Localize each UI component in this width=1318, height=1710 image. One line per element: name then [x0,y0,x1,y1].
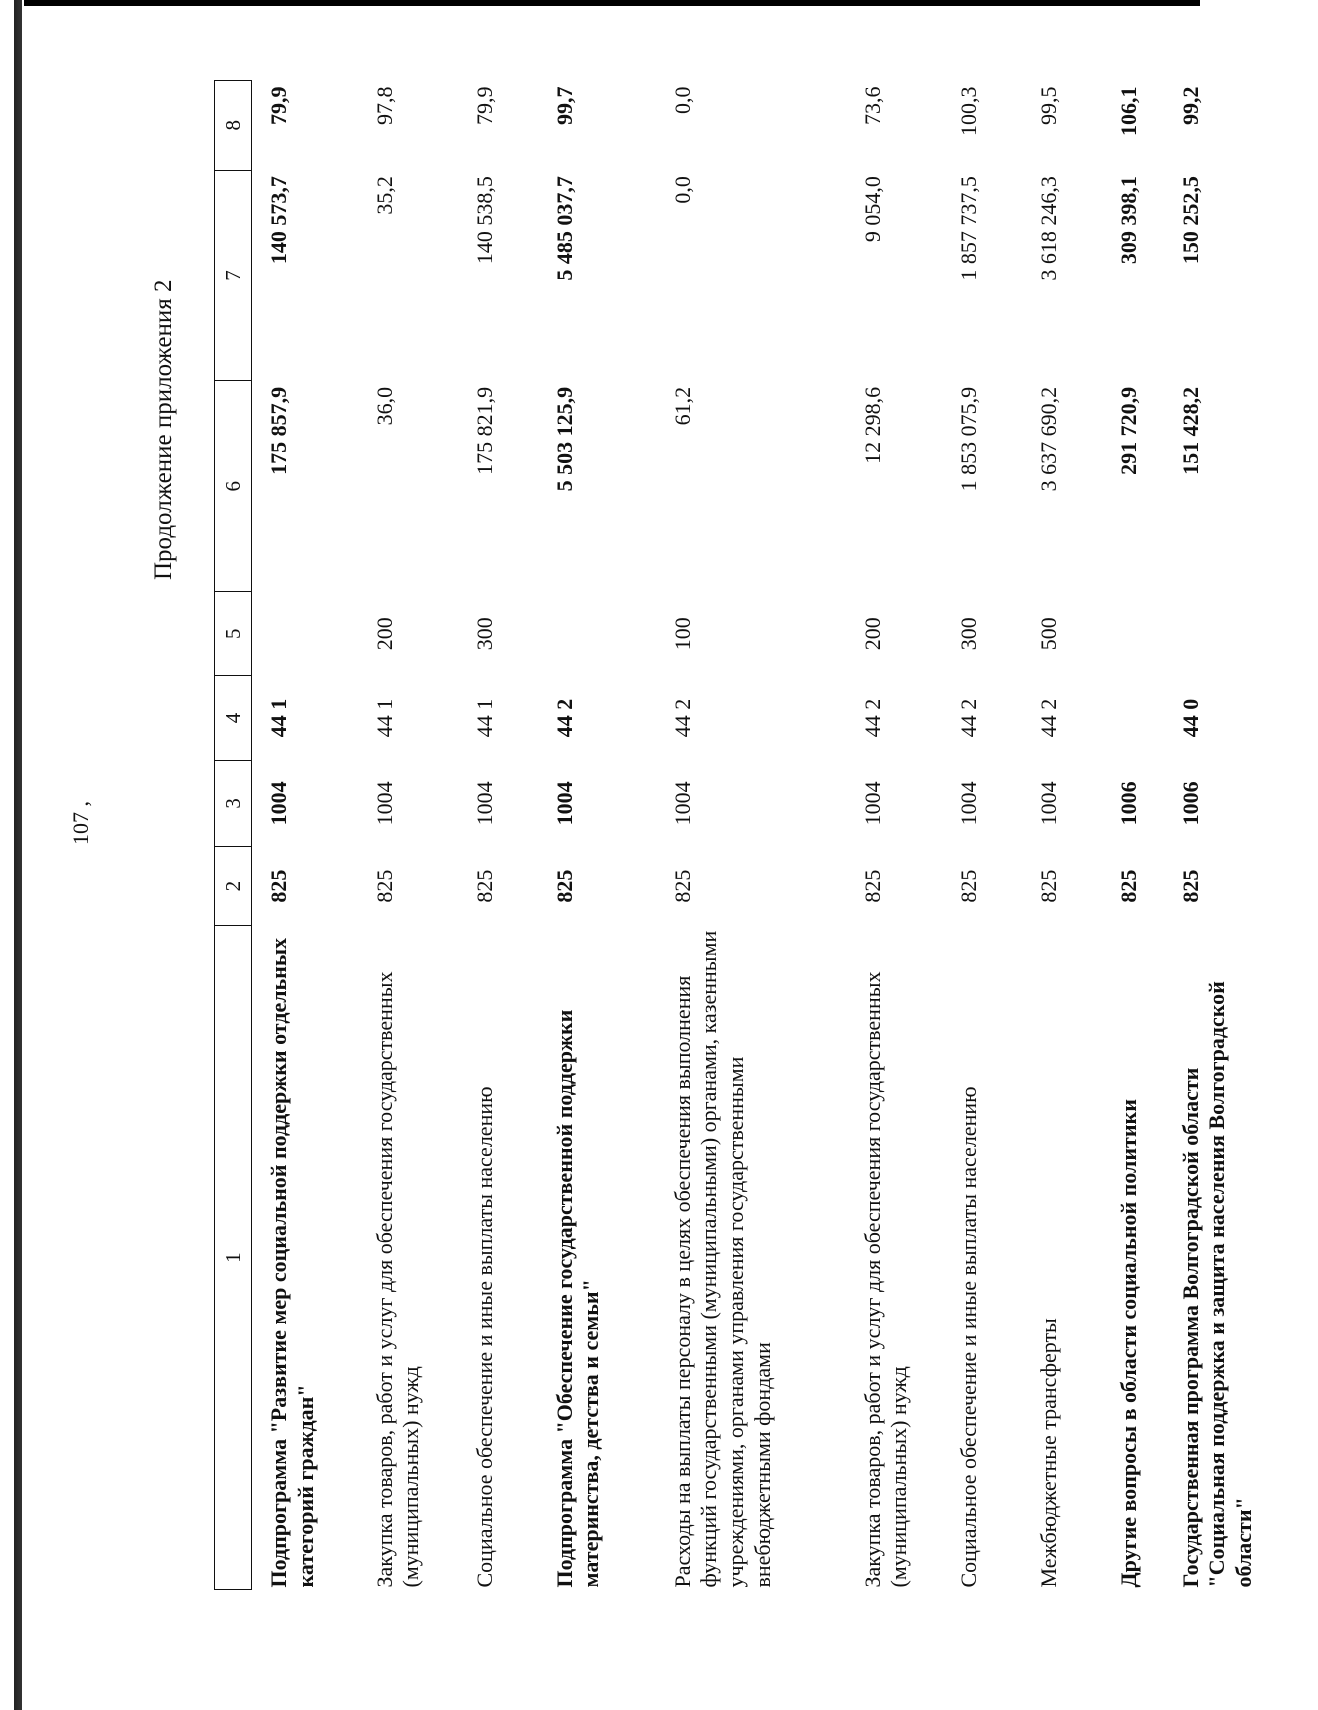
expense-type-code [1106,592,1168,676]
section-code: 1006 [1177,781,1203,826]
table-row [1106,81,1168,1590]
expense-type-code [542,592,660,676]
header-cell: 6 [215,381,252,592]
row-description: Подпрограмма "Развитие мер социальной поддержки отдельных категорий граждан" [266,937,318,1588]
section-code: 1004 [1035,781,1061,826]
execution-percent: 73,6 [859,86,885,125]
rotated-page [150,30,1257,1590]
scan-border-left [0,0,24,1710]
execution-percent: 99,2 [1177,86,1203,125]
row-description: Расходы на выплаты персоналу в целях обеспечения выполнения функций государственными (муниципальными) органами, казенными учреждениями, органами управления государственными внебюджетными фондами [669,930,775,1588]
planned-amount: 175 821,9 [471,386,497,475]
planned-amount: 61,2 [669,386,695,426]
table-row [362,81,462,1590]
section-code: 1006 [1115,781,1141,826]
planned-amount: 3 637 690,2 [1035,386,1061,492]
planned-amount: 175 857,9 [266,386,291,475]
actual-amount: 35,2 [371,176,397,215]
ministry-code: 825 [471,869,497,903]
expense-type-code: 300 [471,617,497,651]
planned-amount: 151 428,2 [1177,386,1203,475]
table-row [462,81,542,1590]
expense-type-code: 100 [669,617,695,651]
table-row [542,81,660,1590]
actual-amount: 5 485 037,7 [551,176,577,281]
planned-amount: 36,0 [371,386,397,426]
expense-type-code [252,592,362,676]
row-description: Закупка товаров, работ и услуг для обеспечения государственных (муниципальных) нужд [371,971,424,1588]
section-code: 1004 [955,781,981,826]
planned-amount: 291 720,9 [1115,386,1141,475]
execution-percent: 106,1 [1115,86,1141,136]
header-cell: 4 [215,676,252,760]
program-code: 44 2 [859,698,885,738]
actual-amount: 1 857 737,5 [955,176,981,281]
row-description: Государственная программа Волгоградской области "Социальная поддержка и защита населения Волгоградской области" [1177,981,1257,1588]
row-description: Подпрограмма "Обеспечение государственной поддержки материнства, детства и семьи" [551,1009,604,1588]
expense-type-code [1168,592,1318,676]
table-row [946,81,1026,1590]
execution-percent: 0,0 [669,86,695,114]
header-cell: 2 [215,847,252,926]
table-row [252,81,362,1590]
actual-amount: 140 573,7 [266,176,291,265]
expense-type-code: 200 [859,617,885,651]
ministry-code: 825 [1177,869,1203,903]
row-description: Закупка товаров, работ и услуг для обеспечения государственных (муниципальных) нужд [859,971,912,1588]
ministry-code: 825 [1035,869,1061,903]
expense-type-code: 500 [1035,617,1061,651]
page-number: 107 , [68,801,93,845]
program-code: 44 2 [551,698,577,738]
execution-percent: 79,9 [471,86,497,125]
section-code: 1004 [266,781,291,826]
ministry-code: 825 [955,869,981,903]
actual-amount: 309 398,1 [1115,176,1141,265]
execution-percent: 99,7 [551,86,577,125]
row-description: Другие вопросы в области социальной политики [1115,1099,1141,1588]
execution-percent: 79,9 [266,86,291,125]
program-code [1106,676,1168,760]
table-row [660,81,850,1590]
program-code: 44 2 [1035,698,1061,738]
actual-amount: 9 054,0 [859,176,885,243]
budget-table [214,80,1318,1590]
section-code: 1004 [859,781,885,826]
scan-border-top [0,0,1200,6]
ministry-code: 825 [859,869,885,903]
section-code: 1004 [669,781,695,826]
section-code: 1004 [371,781,397,826]
program-code: 44 0 [1177,698,1203,738]
header-cell: 1 [215,926,252,1590]
execution-percent: 99,5 [1035,86,1061,125]
execution-percent: 97,8 [371,86,397,125]
actual-amount: 3 618 246,3 [1035,176,1061,281]
row-description: Межбюджетные трансферты [1035,1318,1061,1588]
row-description: Социальное обеспечение и иные выплаты населению [955,1086,981,1588]
expense-type-code: 200 [371,617,397,651]
table-row [850,81,946,1590]
header-cell: 7 [215,170,252,381]
program-code: 44 1 [471,698,497,738]
execution-percent: 100,3 [955,86,981,136]
expense-type-code: 300 [955,617,981,651]
program-code: 44 2 [669,698,695,738]
program-code: 44 2 [955,698,981,738]
row-description: Социальное обеспечение и иные выплаты населению [471,1086,497,1588]
actual-amount: 150 252,5 [1177,176,1203,265]
program-code: 44 1 [266,698,291,738]
table-row [1168,81,1318,1590]
table-body [252,81,1318,1590]
section-code: 1004 [551,781,577,826]
planned-amount: 5 503 125,9 [551,386,577,492]
header-cell: 3 [215,760,252,846]
program-code: 44 1 [371,698,397,738]
table-row [1026,81,1106,1590]
ministry-code: 825 [371,869,397,903]
appendix-caption: Продолжение приложения 2 [150,279,177,580]
planned-amount: 12 298,6 [859,386,885,464]
ministry-code: 825 [551,869,577,903]
section-code: 1004 [471,781,497,826]
ministry-code: 825 [1115,869,1141,903]
ministry-code: 825 [266,869,291,903]
header-cell: 5 [215,592,252,676]
ministry-code: 825 [669,869,695,903]
actual-amount: 0,0 [669,176,695,204]
actual-amount: 140 538,5 [471,176,497,265]
header-cell: 8 [215,81,252,171]
planned-amount: 1 853 075,9 [955,386,981,492]
table-header-row [215,81,252,1590]
